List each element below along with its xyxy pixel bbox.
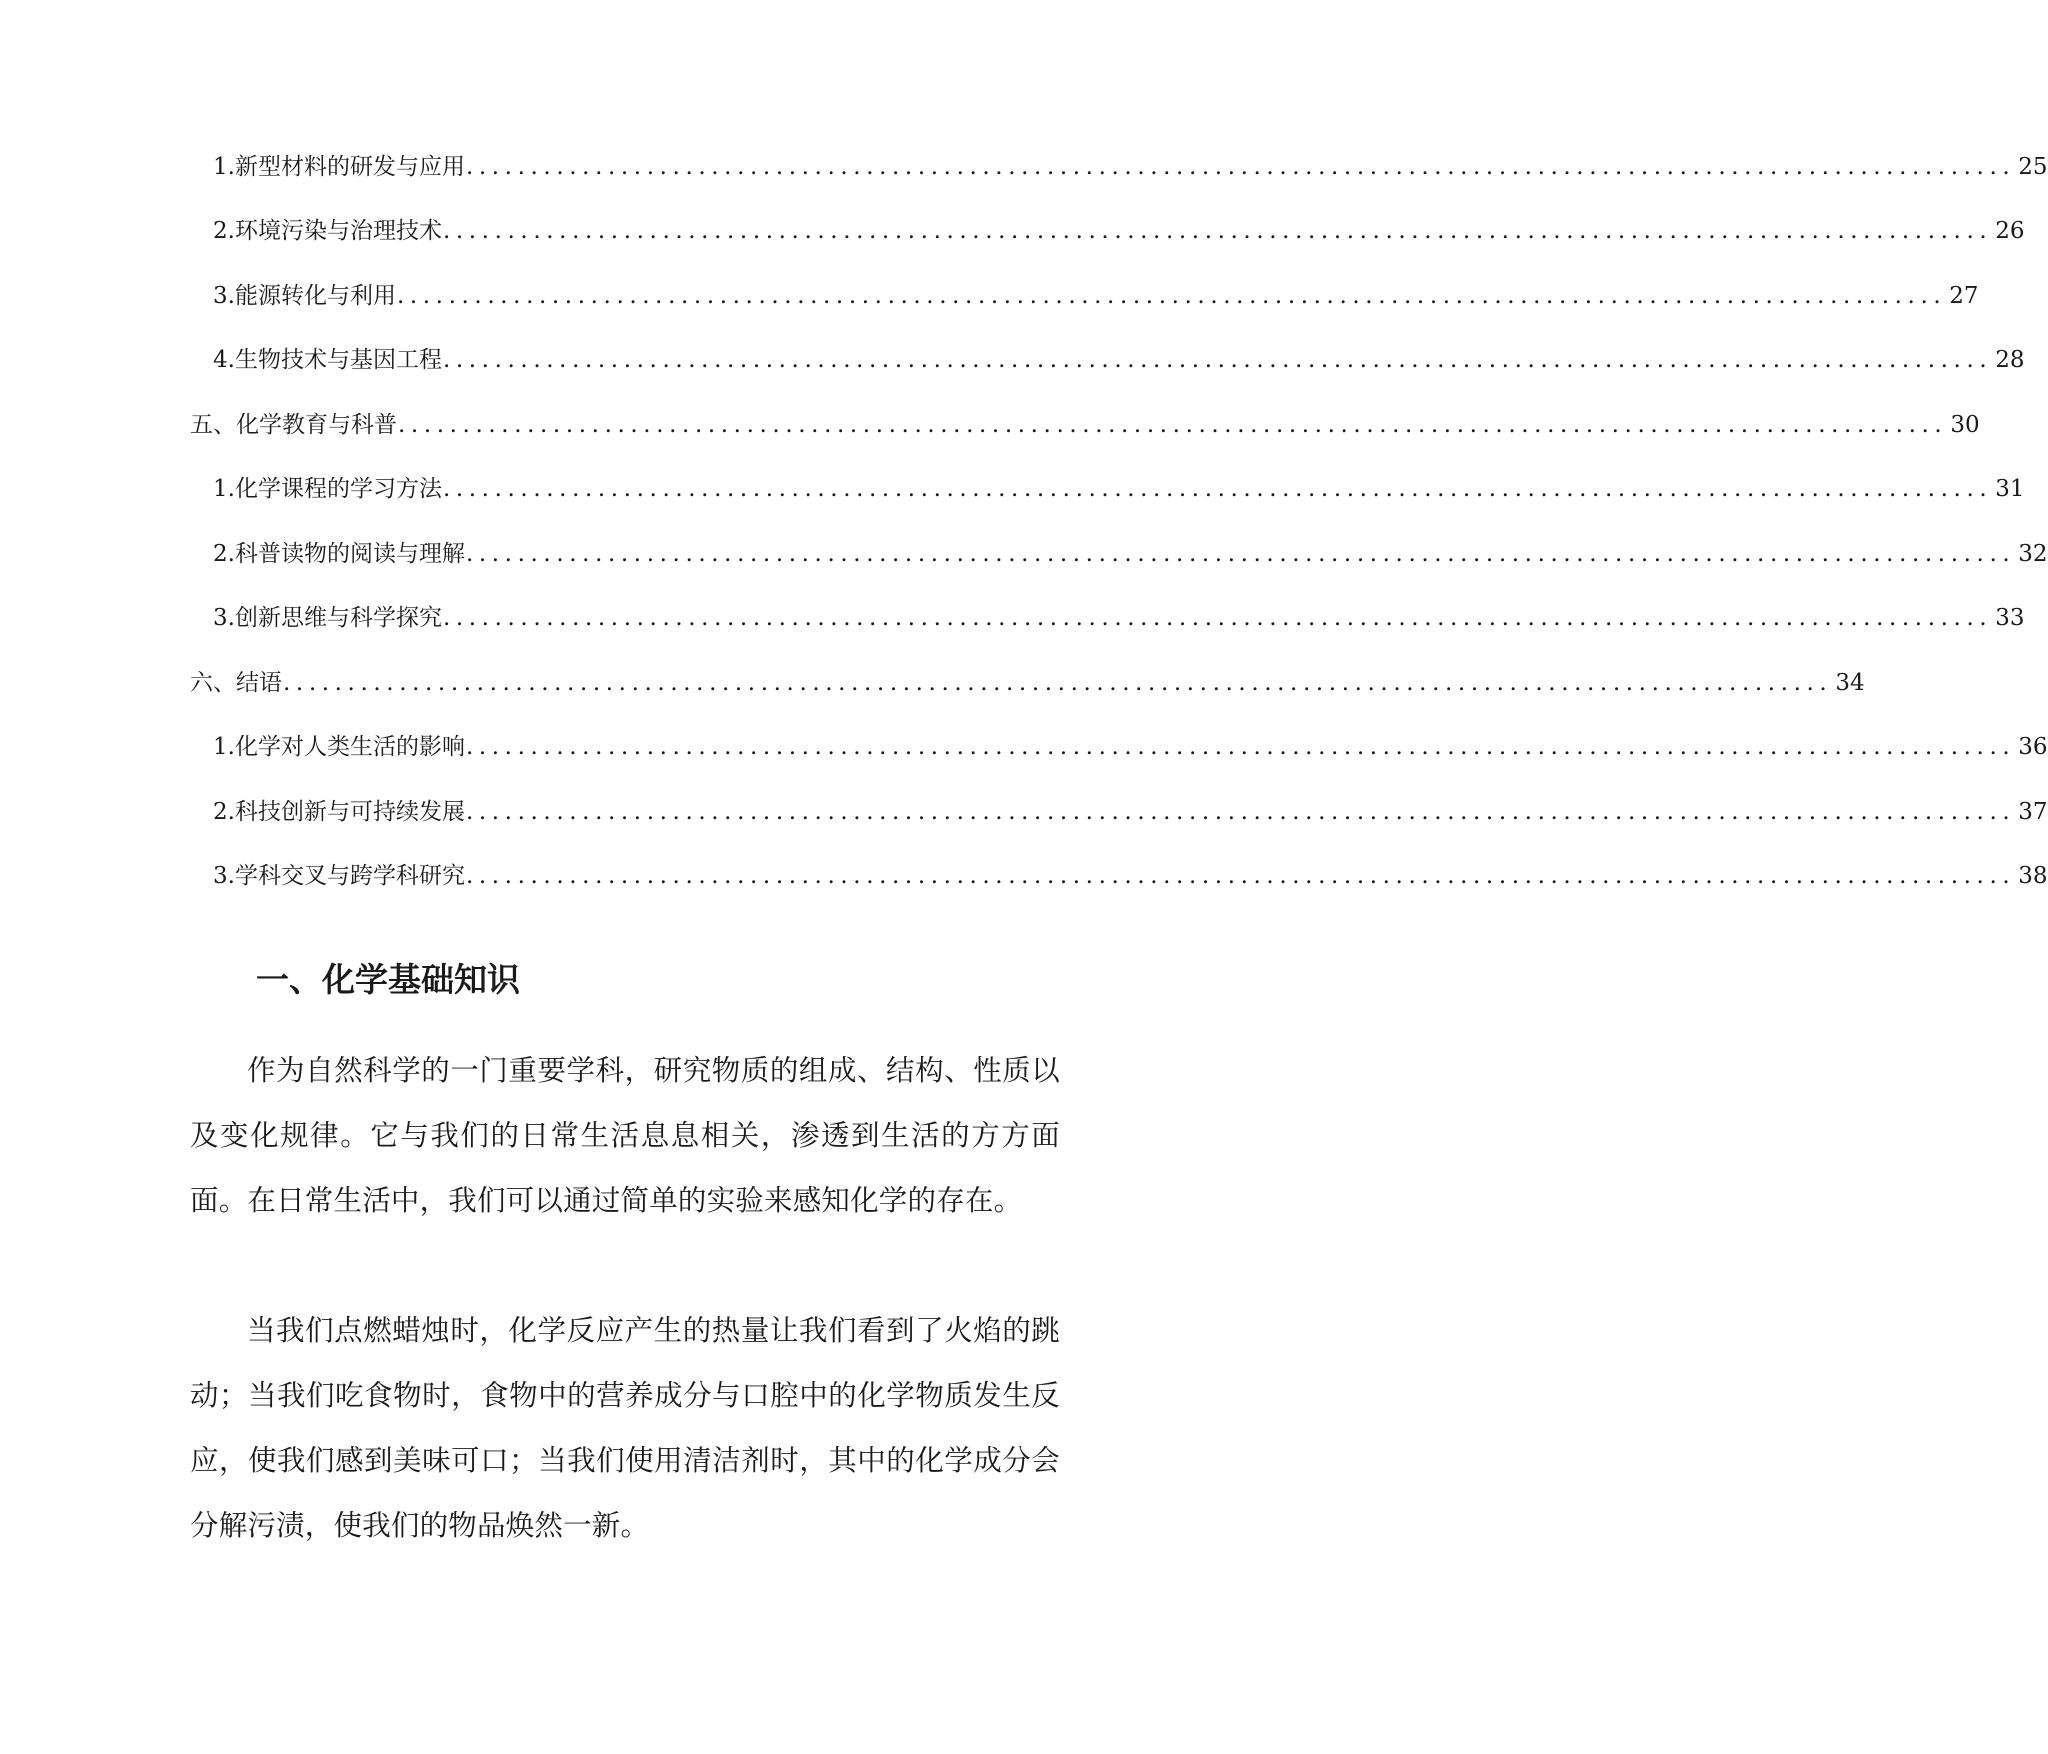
toc-dot-leader: ........................................................................................................................	[442, 605, 1993, 631]
toc-entry-page: 25	[2018, 154, 2048, 180]
toc-entry-page: 36	[2018, 734, 2048, 760]
toc-chapter[interactable]	[190, 405, 1980, 445]
toc-entry-number: 1.	[213, 734, 235, 760]
toc-entry-title: 新型材料的研发与应用	[234, 154, 465, 180]
toc-dot-leader: ........................................................................................................................	[442, 347, 1993, 373]
toc-entry[interactable]	[213, 211, 2025, 251]
toc-entry-title: 创新思维与科学探究	[234, 605, 442, 631]
toc-entry-page: 26	[1995, 218, 2025, 244]
toc-entry-page: 32	[2018, 541, 2048, 567]
toc-entry-page: 31	[1995, 476, 2025, 502]
toc-entry[interactable]	[213, 598, 2025, 638]
toc-entry[interactable]	[213, 727, 2048, 767]
toc-entry-title: 生物技术与基因工程	[234, 347, 442, 373]
body-paragraph: 作为自然科学的一门重要学科，研究物质的组成、结构、性质以及变化规律。它与我们的日常生活息息相关，渗透到生活的方方面面。在日常生活中，我们可以通过简单的实验来感知化学的存在。	[190, 1054, 1060, 1217]
toc-dot-leader: ........................................................................................................................	[465, 154, 2016, 180]
toc-entry-title: 环境污染与治理技术	[234, 218, 442, 244]
toc-chapter-page: 34	[1835, 670, 1865, 696]
toc-entry-number: 2.	[213, 799, 235, 825]
toc-entry-title: 化学对人类生活的影响	[234, 734, 465, 760]
toc-dot-leader: ........................................................................................................................	[465, 541, 2016, 567]
toc-dot-leader: ........................................................................................................................	[398, 412, 1948, 438]
toc-dot-leader: ........................................................................................................................	[465, 863, 2016, 889]
toc-entry[interactable]	[213, 792, 2048, 832]
toc-entry-number: 3.	[213, 863, 235, 889]
toc-entry-page: 38	[2018, 863, 2048, 889]
body-paragraph: 当我们点燃蜡烛时，化学反应产生的热量让我们看到了火焰的跳动；当我们吃食物时，食物中的营养成分与口腔中的化学物质发生反应，使我们感到美味可口；当我们使用清洁剂时，其中的化学成分会分解污渍，使我们的物品焕然一新。	[190, 1314, 1060, 1542]
toc-entry[interactable]	[213, 147, 2048, 187]
toc-entry-number: 2.	[213, 218, 235, 244]
toc-entry[interactable]	[213, 340, 2025, 380]
toc-entry-number: 1.	[213, 154, 235, 180]
toc-entry[interactable]	[213, 534, 2048, 574]
toc-entry-page: 27	[1949, 283, 1979, 309]
toc-entry-title: 学科交叉与跨学科研究	[234, 863, 465, 889]
toc-dot-leader: ........................................................................................................................	[465, 799, 2016, 825]
toc-dot-leader: ........................................................................................................................	[396, 283, 1947, 309]
toc-entry-number: 2.	[213, 541, 235, 567]
toc-entry-title: 科普读物的阅读与理解	[234, 541, 465, 567]
toc-chapter-title: 五、化学教育与科普	[190, 412, 397, 438]
toc-entry-number: 3.	[213, 605, 235, 631]
toc-chapter-page: 30	[1950, 412, 1980, 438]
toc-entry-page: 28	[1995, 347, 2025, 373]
toc-entry-number: 4.	[213, 347, 235, 373]
section-heading: 一、化学基础知识	[256, 960, 520, 999]
toc-entry-number: 3.	[213, 283, 235, 309]
toc-entry[interactable]	[213, 469, 2025, 509]
toc-chapter[interactable]	[190, 663, 1865, 703]
toc-entry-title: 化学课程的学习方法	[234, 476, 442, 502]
toc-entry[interactable]	[213, 276, 1979, 316]
toc-dot-leader: ........................................................................................................................	[283, 670, 1833, 696]
toc-dot-leader: ........................................................................................................................	[442, 218, 1993, 244]
toc-entry-title: 能源转化与利用	[234, 283, 396, 309]
toc-entry-number: 1.	[213, 476, 235, 502]
toc-entry-page: 37	[2018, 799, 2048, 825]
toc-dot-leader: ........................................................................................................................	[465, 734, 2016, 760]
toc-entry[interactable]	[213, 856, 2048, 896]
toc-entry-title: 科技创新与可持续发展	[234, 799, 465, 825]
toc-dot-leader: ........................................................................................................................	[442, 476, 1993, 502]
toc-entry-page: 33	[1995, 605, 2025, 631]
toc-chapter-title: 六、结语	[190, 670, 282, 696]
